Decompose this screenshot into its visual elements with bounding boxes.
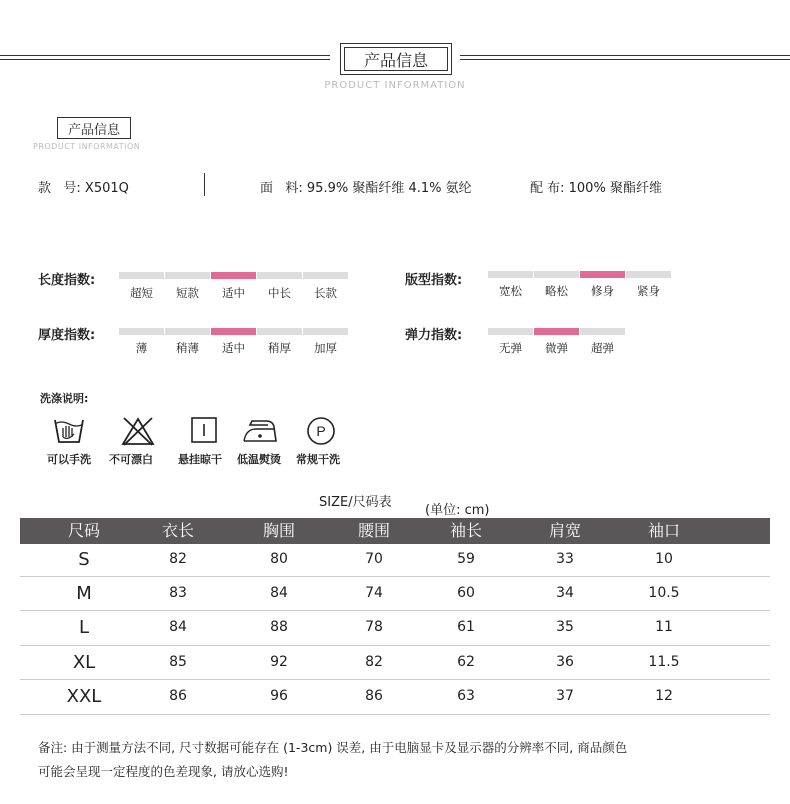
table-cell: 78 (365, 619, 383, 635)
elasticity-seg-2 (580, 328, 625, 335)
table-cell: 84 (270, 585, 288, 601)
header-waist: 腰围 (357, 521, 390, 540)
dry-clean-icon (304, 415, 338, 447)
table-cell: 35 (556, 619, 574, 635)
table-row-divider (20, 576, 770, 577)
thickness-seg-2-selected (211, 328, 256, 335)
size-table-unit: (单位: cm) (425, 503, 490, 518)
length-seg-2-selected (211, 272, 256, 279)
header-length: 衣长 (161, 521, 194, 540)
table-cell: 80 (270, 551, 288, 567)
table-cell: 83 (169, 585, 187, 601)
no-bleach-icon (120, 415, 156, 447)
table-cell: 37 (556, 688, 574, 704)
fit-opt-2: 修身 (591, 284, 614, 298)
header-shoulder: 肩宽 (548, 521, 581, 540)
fit-seg-2-selected (580, 271, 625, 278)
table-cell: 62 (457, 654, 475, 670)
table-row-divider (20, 679, 770, 680)
table-cell: 11.5 (648, 654, 680, 670)
table-cell: 10.5 (648, 585, 680, 601)
fit-opt-1: 略松 (545, 284, 568, 298)
wash-label-no-bleach: 不可漂白 (109, 453, 153, 466)
table-cell: 74 (365, 585, 383, 601)
section-title: 产品信息 (57, 117, 131, 139)
thickness-seg-1 (165, 328, 210, 335)
elasticity-index-label: 弹力指数: (405, 328, 463, 343)
length-seg-0 (119, 272, 164, 279)
length-seg-4 (303, 272, 348, 279)
table-cell: 59 (457, 551, 475, 567)
table-row-divider (20, 714, 770, 715)
header-title: 产品信息 (344, 47, 448, 71)
size-cell: XXL (66, 686, 102, 707)
length-opt-1: 短款 (176, 286, 199, 300)
table-row-divider (20, 610, 770, 611)
length-opt-4: 长款 (314, 286, 337, 300)
note-line-1: 备注: 由于测量方法不同, 尺寸数据可能存在 (1-3cm) 误差, 由于电脑显卡及显示器的分辨率不同, 商品颜色 (38, 740, 628, 755)
length-index-label: 长度指数: (38, 273, 96, 288)
header-line-left (0, 55, 330, 56)
svg-text:P: P (316, 423, 326, 439)
table-cell: 33 (556, 551, 574, 567)
table-cell: 60 (457, 585, 475, 601)
header-line-left-2 (0, 59, 330, 60)
table-row-divider (20, 645, 770, 646)
low-iron-icon (240, 415, 280, 445)
table-cell: 88 (270, 619, 288, 635)
thickness-opt-4: 加厚 (314, 341, 337, 355)
length-seg-3 (257, 272, 302, 279)
wash-label-hang-dry: 悬挂晾干 (178, 453, 222, 466)
style-number: 款 号: X501Q (38, 181, 129, 196)
header-sleeve: 袖长 (449, 521, 482, 540)
header-subtitle: PRODUCT INFORMATION (324, 80, 466, 91)
table-cell: 34 (556, 585, 574, 601)
section-subtitle: PRODUCT INFORMATION (33, 142, 141, 151)
elasticity-opt-0: 无弹 (499, 341, 522, 355)
hang-dry-icon (190, 415, 218, 445)
length-opt-3: 中长 (268, 286, 291, 300)
table-cell: 70 (365, 551, 383, 567)
header-line-right-2 (460, 59, 790, 60)
wash-label-hand-wash: 可以手洗 (47, 453, 91, 466)
table-cell: 11 (655, 619, 673, 635)
thickness-index-label: 厚度指数: (38, 328, 96, 343)
fit-seg-3 (626, 271, 671, 278)
length-opt-0: 超短 (130, 286, 153, 300)
length-opt-2: 适中 (222, 286, 245, 300)
table-cell: 82 (169, 551, 187, 567)
info-divider (204, 173, 205, 196)
fit-opt-0: 宽松 (499, 284, 522, 298)
header-title-box (340, 43, 452, 75)
thickness-seg-3 (257, 328, 302, 335)
size-cell: M (76, 583, 92, 604)
size-table-title: SIZE/尺码表 (319, 495, 392, 510)
table-cell: 86 (169, 688, 187, 704)
size-cell: S (78, 549, 90, 570)
thickness-opt-3: 稍厚 (268, 341, 291, 355)
size-cell: XL (72, 652, 96, 673)
wash-title: 洗涤说明: (40, 392, 89, 405)
thickness-opt-1: 稍薄 (176, 341, 199, 355)
table-cell: 61 (457, 619, 475, 635)
header-line-right (460, 55, 790, 56)
header-cuff: 袖口 (647, 521, 680, 540)
wash-label-low-iron: 低温熨烫 (237, 453, 281, 466)
elasticity-seg-0 (488, 328, 533, 335)
fit-seg-1 (534, 271, 579, 278)
size-cell: L (78, 617, 90, 638)
fit-index-label: 版型指数: (405, 273, 463, 288)
table-cell: 92 (270, 654, 288, 670)
table-cell: 36 (556, 654, 574, 670)
thickness-seg-4 (303, 328, 348, 335)
table-cell: 84 (169, 619, 187, 635)
elasticity-opt-1: 微弹 (545, 341, 568, 355)
elasticity-opt-2: 超弹 (591, 341, 614, 355)
thickness-seg-0 (119, 328, 164, 335)
fabric-info: 面 料: 95.9% 聚酯纤维 4.1% 氨纶 (260, 181, 472, 196)
table-cell: 85 (169, 654, 187, 670)
length-seg-1 (165, 272, 210, 279)
table-cell: 12 (655, 688, 673, 704)
header-size: 尺码 (67, 521, 100, 540)
table-cell: 63 (457, 688, 475, 704)
wash-label-dry-clean: 常规干洗 (296, 453, 340, 466)
note-line-2: 可能会呈现一定程度的色差现象, 请放心选购! (38, 764, 289, 779)
elasticity-seg-1-selected (534, 328, 579, 335)
fit-opt-3: 紧身 (637, 284, 660, 298)
header-chest: 胸围 (262, 521, 295, 540)
table-cell: 96 (270, 688, 288, 704)
table-cell: 82 (365, 654, 383, 670)
hand-wash-icon (52, 415, 86, 447)
lining-info: 配 布: 100% 聚酯纤维 (530, 181, 662, 196)
fit-seg-0 (488, 271, 533, 278)
table-cell: 86 (365, 688, 383, 704)
thickness-opt-0: 薄 (135, 341, 148, 355)
thickness-opt-2: 适中 (222, 341, 245, 355)
table-cell: 10 (655, 551, 673, 567)
